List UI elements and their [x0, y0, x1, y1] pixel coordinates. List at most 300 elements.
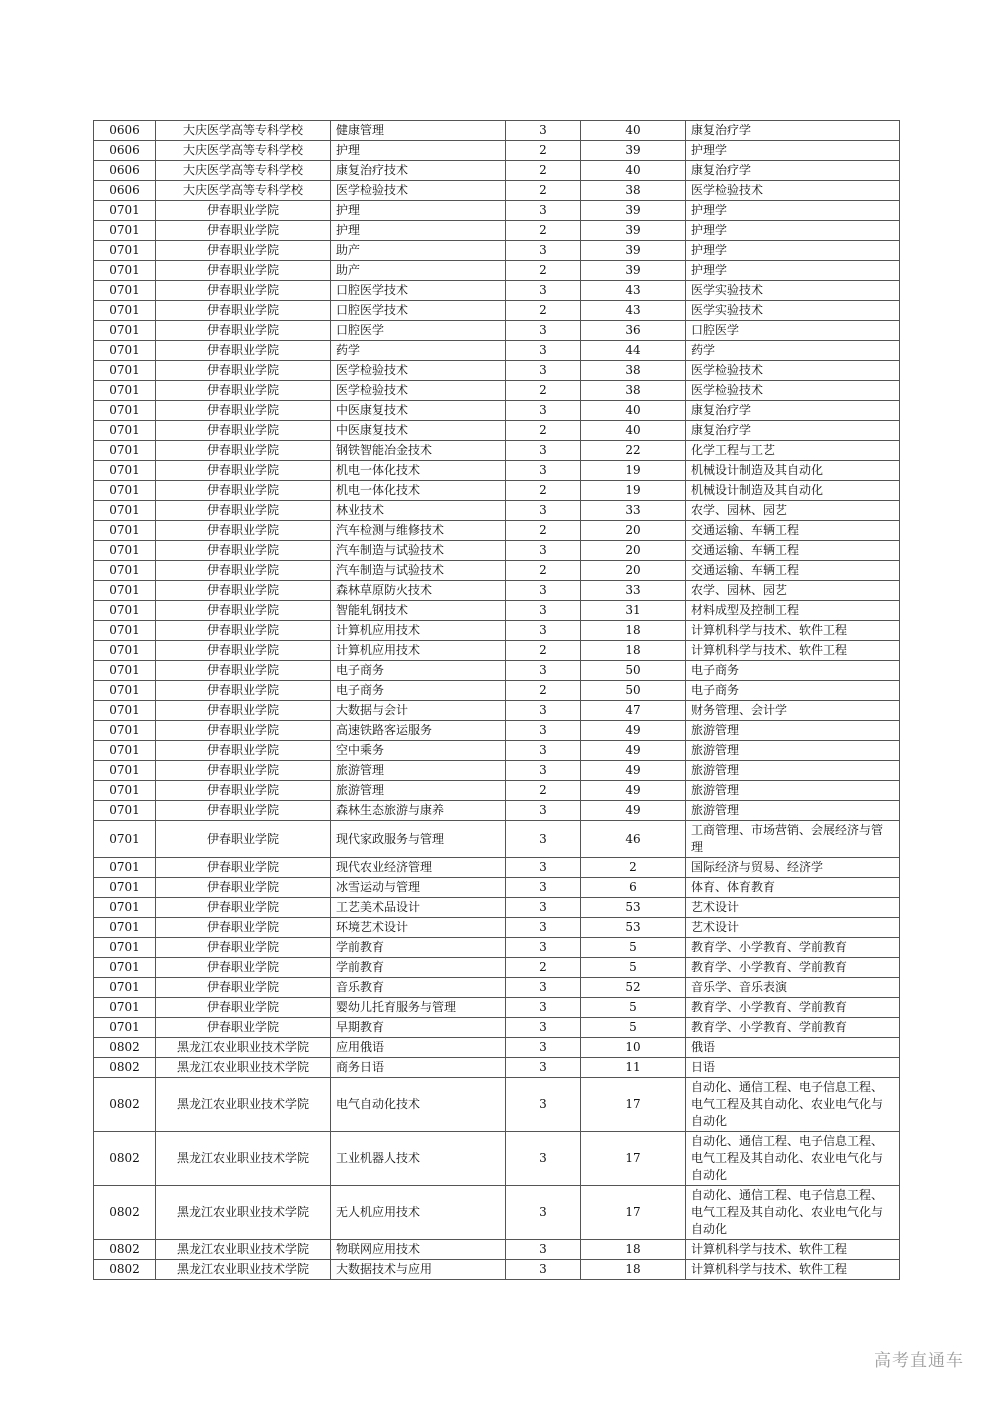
cell-count: 5 — [581, 938, 686, 958]
cell-related: 旅游管理 — [686, 761, 900, 781]
cell-level: 2 — [506, 521, 581, 541]
cell-count: 18 — [581, 621, 686, 641]
table-row — [94, 1058, 900, 1078]
cell-code: 0701 — [94, 978, 156, 998]
cell-related: 口腔医学 — [686, 321, 900, 341]
cell-level: 3 — [506, 661, 581, 681]
cell-major: 口腔医学技术 — [331, 301, 506, 321]
cell-related: 日语 — [686, 1058, 900, 1078]
cell-related: 康复治疗学 — [686, 161, 900, 181]
cell-level: 2 — [506, 421, 581, 441]
cell-level: 3 — [506, 1186, 581, 1240]
cell-school: 伊春职业学院 — [156, 421, 331, 441]
cell-major: 电气自动化技术 — [331, 1078, 506, 1132]
cell-code: 0701 — [94, 998, 156, 1018]
table-row — [94, 998, 900, 1018]
table-row — [94, 761, 900, 781]
cell-related: 康复治疗学 — [686, 121, 900, 141]
cell-level: 3 — [506, 341, 581, 361]
cell-count: 18 — [581, 641, 686, 661]
cell-major: 智能轧钢技术 — [331, 601, 506, 621]
table-row — [94, 661, 900, 681]
cell-code: 0701 — [94, 241, 156, 261]
cell-school: 大庆医学高等专科学校 — [156, 161, 331, 181]
cell-major: 汽车制造与试验技术 — [331, 541, 506, 561]
cell-major: 环境艺术设计 — [331, 918, 506, 938]
cell-related: 自动化、通信工程、电子信息工程、电气工程及其自动化、农业电气化与自动化 — [686, 1078, 900, 1132]
table-row — [94, 978, 900, 998]
cell-count: 5 — [581, 1018, 686, 1038]
cell-related: 药学 — [686, 341, 900, 361]
cell-related: 护理学 — [686, 141, 900, 161]
cell-school: 黑龙江农业职业技术学院 — [156, 1038, 331, 1058]
cell-major: 助产 — [331, 261, 506, 281]
cell-code: 0701 — [94, 401, 156, 421]
cell-code: 0701 — [94, 361, 156, 381]
cell-level: 3 — [506, 721, 581, 741]
cell-related: 自动化、通信工程、电子信息工程、电气工程及其自动化、农业电气化与自动化 — [686, 1132, 900, 1186]
cell-major: 中医康复技术 — [331, 421, 506, 441]
cell-school: 伊春职业学院 — [156, 381, 331, 401]
cell-level: 3 — [506, 978, 581, 998]
cell-level: 3 — [506, 741, 581, 761]
cell-level: 2 — [506, 221, 581, 241]
table-row — [94, 1078, 900, 1132]
cell-major: 助产 — [331, 241, 506, 261]
cell-major: 护理 — [331, 201, 506, 221]
cell-code: 0802 — [94, 1038, 156, 1058]
cell-count: 50 — [581, 661, 686, 681]
cell-count: 49 — [581, 741, 686, 761]
cell-level: 2 — [506, 181, 581, 201]
cell-level: 3 — [506, 581, 581, 601]
cell-level: 2 — [506, 261, 581, 281]
cell-related: 医学检验技术 — [686, 381, 900, 401]
cell-code: 0701 — [94, 601, 156, 621]
table-row — [94, 301, 900, 321]
cell-major: 计算机应用技术 — [331, 641, 506, 661]
table-row — [94, 918, 900, 938]
cell-school: 伊春职业学院 — [156, 801, 331, 821]
cell-major: 物联网应用技术 — [331, 1240, 506, 1260]
cell-level: 2 — [506, 481, 581, 501]
table-row — [94, 801, 900, 821]
cell-code: 0701 — [94, 501, 156, 521]
cell-level: 3 — [506, 938, 581, 958]
cell-school: 黑龙江农业职业技术学院 — [156, 1260, 331, 1280]
cell-related: 交通运输、车辆工程 — [686, 541, 900, 561]
cell-school: 伊春职业学院 — [156, 661, 331, 681]
cell-level: 3 — [506, 321, 581, 341]
cell-level: 2 — [506, 161, 581, 181]
cell-school: 伊春职业学院 — [156, 521, 331, 541]
cell-related: 教育学、小学教育、学前教育 — [686, 998, 900, 1018]
cell-major: 钢铁智能冶金技术 — [331, 441, 506, 461]
cell-major: 大数据与会计 — [331, 701, 506, 721]
cell-related: 电子商务 — [686, 661, 900, 681]
table-row — [94, 161, 900, 181]
cell-count: 11 — [581, 1058, 686, 1078]
cell-school: 大庆医学高等专科学校 — [156, 141, 331, 161]
cell-related: 农学、园林、园艺 — [686, 581, 900, 601]
cell-school: 伊春职业学院 — [156, 241, 331, 261]
cell-school: 伊春职业学院 — [156, 681, 331, 701]
table-row — [94, 1260, 900, 1280]
cell-major: 康复治疗技术 — [331, 161, 506, 181]
cell-major: 机电一体化技术 — [331, 461, 506, 481]
cell-school: 伊春职业学院 — [156, 401, 331, 421]
cell-code: 0701 — [94, 461, 156, 481]
cell-school: 伊春职业学院 — [156, 978, 331, 998]
cell-school: 伊春职业学院 — [156, 341, 331, 361]
cell-count: 52 — [581, 978, 686, 998]
cell-school: 伊春职业学院 — [156, 221, 331, 241]
cell-major: 大数据技术与应用 — [331, 1260, 506, 1280]
cell-major: 护理 — [331, 141, 506, 161]
table-row — [94, 121, 900, 141]
cell-count: 22 — [581, 441, 686, 461]
cell-count: 33 — [581, 501, 686, 521]
cell-related: 俄语 — [686, 1038, 900, 1058]
cell-code: 0701 — [94, 958, 156, 978]
cell-major: 林业技术 — [331, 501, 506, 521]
cell-code: 0606 — [94, 141, 156, 161]
cell-level: 3 — [506, 1018, 581, 1038]
table-row — [94, 1132, 900, 1186]
cell-count: 19 — [581, 461, 686, 481]
cell-major: 冰雪运动与管理 — [331, 878, 506, 898]
cell-code: 0606 — [94, 181, 156, 201]
cell-major: 计算机应用技术 — [331, 621, 506, 641]
cell-level: 3 — [506, 1240, 581, 1260]
table-row — [94, 1018, 900, 1038]
cell-school: 伊春职业学院 — [156, 918, 331, 938]
cell-related: 医学检验技术 — [686, 361, 900, 381]
cell-code: 0701 — [94, 681, 156, 701]
cell-count: 46 — [581, 821, 686, 858]
cell-code: 0802 — [94, 1058, 156, 1078]
cell-code: 0606 — [94, 121, 156, 141]
cell-related: 教育学、小学教育、学前教育 — [686, 958, 900, 978]
cell-level: 3 — [506, 858, 581, 878]
cell-related: 康复治疗学 — [686, 401, 900, 421]
cell-count: 38 — [581, 381, 686, 401]
cell-related: 计算机科学与技术、软件工程 — [686, 621, 900, 641]
cell-school: 伊春职业学院 — [156, 938, 331, 958]
table-row — [94, 898, 900, 918]
cell-code: 0701 — [94, 641, 156, 661]
cell-major: 早期教育 — [331, 1018, 506, 1038]
cell-count: 33 — [581, 581, 686, 601]
cell-code: 0802 — [94, 1078, 156, 1132]
admission-majors-table — [93, 120, 900, 1280]
cell-level: 3 — [506, 898, 581, 918]
cell-related: 艺术设计 — [686, 898, 900, 918]
cell-level: 2 — [506, 958, 581, 978]
table-row — [94, 521, 900, 541]
cell-level: 2 — [506, 141, 581, 161]
cell-code: 0701 — [94, 221, 156, 241]
cell-major: 电子商务 — [331, 661, 506, 681]
cell-related: 电子商务 — [686, 681, 900, 701]
cell-count: 50 — [581, 681, 686, 701]
cell-code: 0701 — [94, 521, 156, 541]
table-row — [94, 878, 900, 898]
cell-level: 2 — [506, 681, 581, 701]
cell-level: 2 — [506, 781, 581, 801]
cell-school: 黑龙江农业职业技术学院 — [156, 1132, 331, 1186]
cell-code: 0701 — [94, 341, 156, 361]
cell-major: 商务日语 — [331, 1058, 506, 1078]
cell-level: 3 — [506, 601, 581, 621]
cell-level: 3 — [506, 501, 581, 521]
table-row — [94, 141, 900, 161]
table-row — [94, 681, 900, 701]
cell-major: 健康管理 — [331, 121, 506, 141]
cell-major: 汽车制造与试验技术 — [331, 561, 506, 581]
cell-related: 教育学、小学教育、学前教育 — [686, 938, 900, 958]
cell-level: 2 — [506, 641, 581, 661]
cell-school: 伊春职业学院 — [156, 821, 331, 858]
cell-count: 20 — [581, 561, 686, 581]
cell-related: 国际经济与贸易、经济学 — [686, 858, 900, 878]
cell-related: 护理学 — [686, 261, 900, 281]
cell-count: 6 — [581, 878, 686, 898]
cell-count: 47 — [581, 701, 686, 721]
cell-code: 0701 — [94, 621, 156, 641]
cell-count: 40 — [581, 121, 686, 141]
cell-major: 旅游管理 — [331, 781, 506, 801]
cell-level: 3 — [506, 998, 581, 1018]
table-row — [94, 441, 900, 461]
cell-code: 0701 — [94, 261, 156, 281]
cell-level: 3 — [506, 761, 581, 781]
cell-major: 音乐教育 — [331, 978, 506, 998]
table-row — [94, 1038, 900, 1058]
cell-school: 伊春职业学院 — [156, 878, 331, 898]
cell-code: 0701 — [94, 721, 156, 741]
cell-code: 0701 — [94, 781, 156, 801]
cell-code: 0701 — [94, 918, 156, 938]
table-row — [94, 701, 900, 721]
cell-major: 医学检验技术 — [331, 381, 506, 401]
cell-code: 0701 — [94, 741, 156, 761]
watermark-text: 高考直通车 — [874, 1351, 964, 1371]
cell-level: 3 — [506, 281, 581, 301]
cell-level: 3 — [506, 441, 581, 461]
cell-code: 0701 — [94, 581, 156, 601]
cell-code: 0606 — [94, 161, 156, 181]
cell-related: 计算机科学与技术、软件工程 — [686, 641, 900, 661]
cell-major: 学前教育 — [331, 938, 506, 958]
cell-count: 39 — [581, 141, 686, 161]
cell-school: 伊春职业学院 — [156, 321, 331, 341]
cell-level: 3 — [506, 121, 581, 141]
cell-school: 伊春职业学院 — [156, 261, 331, 281]
cell-major: 工艺美术品设计 — [331, 898, 506, 918]
cell-major: 药学 — [331, 341, 506, 361]
cell-school: 伊春职业学院 — [156, 1018, 331, 1038]
cell-major: 工业机器人技术 — [331, 1132, 506, 1186]
table-row — [94, 858, 900, 878]
cell-school: 伊春职业学院 — [156, 541, 331, 561]
table-row — [94, 501, 900, 521]
table-row — [94, 641, 900, 661]
table-row — [94, 461, 900, 481]
cell-major: 机电一体化技术 — [331, 481, 506, 501]
cell-level: 2 — [506, 561, 581, 581]
cell-count: 38 — [581, 181, 686, 201]
cell-major: 中医康复技术 — [331, 401, 506, 421]
table-row — [94, 201, 900, 221]
cell-school: 大庆医学高等专科学校 — [156, 121, 331, 141]
cell-count: 20 — [581, 541, 686, 561]
cell-major: 口腔医学 — [331, 321, 506, 341]
table-row — [94, 541, 900, 561]
table-row — [94, 221, 900, 241]
cell-level: 3 — [506, 1260, 581, 1280]
cell-school: 伊春职业学院 — [156, 481, 331, 501]
cell-count: 49 — [581, 781, 686, 801]
cell-level: 3 — [506, 361, 581, 381]
cell-school: 大庆医学高等专科学校 — [156, 181, 331, 201]
cell-level: 3 — [506, 801, 581, 821]
cell-major: 医学检验技术 — [331, 181, 506, 201]
cell-code: 0802 — [94, 1132, 156, 1186]
cell-school: 伊春职业学院 — [156, 361, 331, 381]
table-row — [94, 821, 900, 858]
cell-level: 3 — [506, 701, 581, 721]
cell-code: 0701 — [94, 541, 156, 561]
cell-school: 伊春职业学院 — [156, 601, 331, 621]
cell-school: 伊春职业学院 — [156, 741, 331, 761]
cell-code: 0701 — [94, 281, 156, 301]
cell-school: 黑龙江农业职业技术学院 — [156, 1186, 331, 1240]
cell-school: 伊春职业学院 — [156, 281, 331, 301]
cell-major: 学前教育 — [331, 958, 506, 978]
cell-major: 医学检验技术 — [331, 361, 506, 381]
cell-code: 0701 — [94, 878, 156, 898]
cell-related: 计算机科学与技术、软件工程 — [686, 1240, 900, 1260]
cell-code: 0701 — [94, 858, 156, 878]
cell-related: 农学、园林、园艺 — [686, 501, 900, 521]
table-row — [94, 241, 900, 261]
cell-level: 3 — [506, 541, 581, 561]
cell-code: 0701 — [94, 201, 156, 221]
cell-count: 20 — [581, 521, 686, 541]
table-row — [94, 281, 900, 301]
cell-code: 0701 — [94, 898, 156, 918]
cell-count: 31 — [581, 601, 686, 621]
cell-code: 0701 — [94, 481, 156, 501]
cell-related: 自动化、通信工程、电子信息工程、电气工程及其自动化、农业电气化与自动化 — [686, 1186, 900, 1240]
cell-major: 婴幼儿托育服务与管理 — [331, 998, 506, 1018]
cell-code: 0701 — [94, 701, 156, 721]
table-row — [94, 481, 900, 501]
cell-school: 伊春职业学院 — [156, 501, 331, 521]
cell-count: 40 — [581, 421, 686, 441]
cell-major: 高速铁路客运服务 — [331, 721, 506, 741]
cell-major: 无人机应用技术 — [331, 1186, 506, 1240]
cell-count: 19 — [581, 481, 686, 501]
cell-school: 伊春职业学院 — [156, 721, 331, 741]
cell-school: 伊春职业学院 — [156, 561, 331, 581]
table-row — [94, 421, 900, 441]
cell-major: 护理 — [331, 221, 506, 241]
cell-school: 伊春职业学院 — [156, 998, 331, 1018]
cell-major: 汽车检测与维修技术 — [331, 521, 506, 541]
cell-major: 应用俄语 — [331, 1038, 506, 1058]
cell-code: 0701 — [94, 801, 156, 821]
table-row — [94, 561, 900, 581]
cell-level: 3 — [506, 621, 581, 641]
cell-count: 18 — [581, 1240, 686, 1260]
cell-level: 3 — [506, 1058, 581, 1078]
cell-code: 0701 — [94, 421, 156, 441]
cell-count: 39 — [581, 241, 686, 261]
table-row — [94, 721, 900, 741]
cell-level: 3 — [506, 918, 581, 938]
cell-count: 17 — [581, 1132, 686, 1186]
cell-related: 体育、体育教育 — [686, 878, 900, 898]
cell-related: 艺术设计 — [686, 918, 900, 938]
cell-code: 0701 — [94, 821, 156, 858]
cell-count: 53 — [581, 898, 686, 918]
table-row — [94, 1186, 900, 1240]
table-row — [94, 938, 900, 958]
cell-related: 护理学 — [686, 221, 900, 241]
cell-level: 3 — [506, 878, 581, 898]
cell-code: 0802 — [94, 1240, 156, 1260]
cell-code: 0701 — [94, 661, 156, 681]
cell-count: 49 — [581, 801, 686, 821]
table-row — [94, 361, 900, 381]
cell-related: 机械设计制造及其自动化 — [686, 481, 900, 501]
cell-level: 3 — [506, 401, 581, 421]
cell-related: 旅游管理 — [686, 721, 900, 741]
cell-count: 18 — [581, 1260, 686, 1280]
cell-school: 伊春职业学院 — [156, 621, 331, 641]
cell-level: 3 — [506, 201, 581, 221]
cell-code: 0701 — [94, 321, 156, 341]
cell-major: 现代家政服务与管理 — [331, 821, 506, 858]
cell-school: 伊春职业学院 — [156, 858, 331, 878]
cell-related: 工商管理、市场营销、会展经济与管理 — [686, 821, 900, 858]
cell-code: 0701 — [94, 1018, 156, 1038]
table-row — [94, 741, 900, 761]
table-row — [94, 341, 900, 361]
cell-count: 49 — [581, 721, 686, 741]
table-row — [94, 401, 900, 421]
cell-related: 音乐学、音乐表演 — [686, 978, 900, 998]
cell-related: 旅游管理 — [686, 741, 900, 761]
cell-code: 0701 — [94, 561, 156, 581]
cell-code: 0802 — [94, 1186, 156, 1240]
cell-school: 伊春职业学院 — [156, 461, 331, 481]
cell-school: 伊春职业学院 — [156, 898, 331, 918]
cell-level: 3 — [506, 461, 581, 481]
cell-related: 财务管理、会计学 — [686, 701, 900, 721]
cell-count: 39 — [581, 221, 686, 241]
cell-count: 38 — [581, 361, 686, 381]
cell-level: 3 — [506, 1078, 581, 1132]
table-row — [94, 601, 900, 621]
cell-school: 伊春职业学院 — [156, 641, 331, 661]
cell-count: 5 — [581, 958, 686, 978]
cell-related: 交通运输、车辆工程 — [686, 521, 900, 541]
cell-count: 10 — [581, 1038, 686, 1058]
cell-count: 39 — [581, 201, 686, 221]
